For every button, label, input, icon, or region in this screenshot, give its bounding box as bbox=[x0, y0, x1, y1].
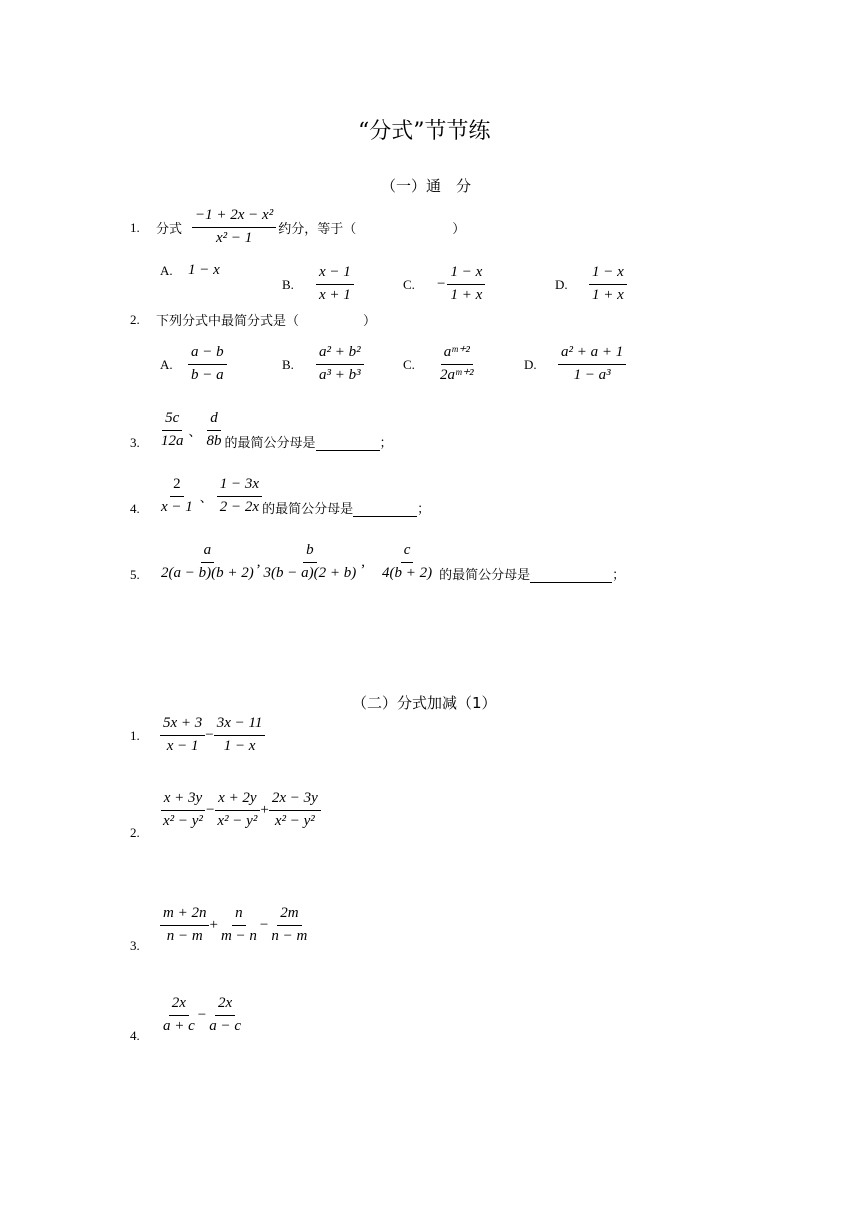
option-label: C. bbox=[403, 276, 415, 292]
fraction bbox=[316, 342, 364, 387]
question-suffix: 的最简公分母是 bbox=[262, 502, 354, 517]
section-heading-1: （一）通 分 bbox=[381, 177, 472, 195]
option-a[interactable] bbox=[160, 342, 227, 387]
minus-sign: − bbox=[437, 276, 446, 292]
numerator: m + 2n bbox=[160, 903, 209, 926]
denominator: b − a bbox=[191, 367, 224, 383]
fraction bbox=[160, 713, 205, 758]
section-heading-2: （二）分式加减（1） bbox=[352, 694, 497, 712]
denominator: a + c bbox=[163, 1018, 195, 1034]
answer-blank[interactable] bbox=[530, 568, 612, 583]
punctuation: ； bbox=[379, 436, 393, 451]
option-label: C. bbox=[403, 356, 415, 372]
denominator: 1 + x bbox=[592, 287, 624, 303]
problem-number: 2. bbox=[130, 825, 140, 840]
denominator: x² − y² bbox=[217, 813, 258, 829]
numerator: d bbox=[207, 408, 221, 431]
separator: , bbox=[256, 554, 261, 570]
numerator: aᵐ⁺² bbox=[441, 342, 473, 365]
denominator: 2(a − b)(b + 2) bbox=[161, 565, 254, 581]
fraction bbox=[217, 474, 262, 519]
fraction bbox=[206, 993, 244, 1038]
fraction bbox=[158, 408, 187, 453]
option-d[interactable] bbox=[555, 262, 627, 307]
fraction bbox=[214, 788, 260, 833]
option-c[interactable] bbox=[403, 262, 485, 307]
question-number: 4. bbox=[130, 501, 140, 516]
problem-3 bbox=[130, 903, 310, 953]
denominator: x² − y² bbox=[274, 813, 315, 829]
question-4 bbox=[130, 474, 430, 519]
denominator: 1 − x bbox=[223, 738, 256, 754]
fraction bbox=[558, 342, 626, 387]
option-b[interactable] bbox=[282, 342, 364, 387]
fraction bbox=[158, 474, 196, 519]
denominator: 8b bbox=[206, 433, 222, 449]
fraction bbox=[447, 262, 485, 307]
numerator: a bbox=[201, 540, 215, 563]
numerator: 2x bbox=[215, 993, 235, 1016]
separator: 、 bbox=[188, 425, 202, 440]
option-label: D. bbox=[524, 356, 537, 372]
separator: , bbox=[361, 554, 365, 570]
numerator: x + 3y bbox=[161, 788, 205, 811]
question-suffix: 的最简公分母是 bbox=[224, 436, 316, 451]
question-number: 3. bbox=[130, 435, 140, 450]
option-d[interactable] bbox=[524, 342, 626, 387]
numerator: 1 − x bbox=[447, 262, 485, 285]
problem-number: 3. bbox=[130, 938, 140, 953]
paren-close: ） bbox=[363, 314, 377, 329]
question-2 bbox=[130, 310, 376, 329]
numerator: a − b bbox=[188, 342, 227, 365]
numerator: 5x + 3 bbox=[160, 713, 205, 736]
fraction bbox=[316, 262, 354, 307]
punctuation: ； bbox=[417, 502, 431, 517]
option-label: D. bbox=[555, 276, 568, 292]
question-text: 下列分式中最简分式是（ bbox=[156, 314, 300, 329]
denominator: 2 − 2x bbox=[219, 499, 260, 515]
numerator: 2m bbox=[277, 903, 301, 926]
paren-close: ） bbox=[452, 222, 466, 237]
fraction bbox=[589, 262, 627, 307]
operator: + bbox=[260, 802, 269, 818]
question-5 bbox=[130, 540, 625, 585]
numerator: 1 − 3x bbox=[217, 474, 262, 497]
fraction bbox=[160, 903, 209, 948]
question-prefix: 分式 bbox=[156, 222, 183, 237]
option-label: B. bbox=[282, 276, 294, 292]
fraction bbox=[160, 993, 198, 1038]
option-c[interactable] bbox=[403, 342, 477, 387]
operator: − bbox=[205, 802, 215, 818]
fraction bbox=[260, 540, 359, 585]
fraction bbox=[269, 788, 321, 833]
numerator: 5c bbox=[162, 408, 182, 431]
problem-number: 1. bbox=[130, 728, 140, 743]
denominator: x − 1 bbox=[161, 499, 193, 515]
denominator: 1 − a³ bbox=[573, 367, 611, 383]
answer-blank[interactable] bbox=[353, 502, 417, 517]
denominator: 4(b + 2) bbox=[381, 565, 433, 581]
numerator: x − 1 bbox=[316, 262, 354, 285]
numerator: 2x − 3y bbox=[269, 788, 321, 811]
problem-2 bbox=[130, 788, 321, 840]
option-expr: 1 − x bbox=[188, 262, 220, 278]
denominator: a − c bbox=[209, 1018, 242, 1034]
fraction bbox=[188, 342, 227, 387]
fraction bbox=[268, 903, 310, 948]
question-suffix: 约分，等于（ bbox=[278, 222, 357, 237]
operator: + bbox=[209, 917, 218, 933]
denominator: x² − 1 bbox=[215, 230, 253, 246]
question-3 bbox=[130, 408, 393, 453]
punctuation: ； bbox=[612, 568, 626, 583]
fraction bbox=[204, 408, 225, 453]
fraction bbox=[218, 903, 260, 948]
fraction bbox=[379, 540, 435, 585]
question-suffix: 的最简公分母是 bbox=[439, 568, 531, 583]
denominator: n − m bbox=[166, 928, 203, 944]
numerator: n bbox=[232, 903, 246, 926]
problem-1 bbox=[130, 713, 265, 758]
option-b[interactable] bbox=[282, 262, 354, 307]
numerator: x + 2y bbox=[215, 788, 259, 811]
question-number: 5. bbox=[130, 567, 140, 582]
question-1 bbox=[130, 205, 465, 250]
numerator: a² + a + 1 bbox=[558, 342, 626, 365]
denominator: x + 1 bbox=[319, 287, 351, 303]
numerator: c bbox=[401, 540, 414, 563]
problem-4 bbox=[130, 993, 244, 1043]
fraction bbox=[160, 788, 206, 833]
operator: − bbox=[205, 727, 214, 743]
page-title: “分式”节节练 bbox=[358, 119, 491, 144]
numerator: 3x − 11 bbox=[214, 713, 266, 736]
numerator: b bbox=[303, 540, 317, 563]
numerator: a² + b² bbox=[316, 342, 364, 365]
option-a[interactable] bbox=[160, 262, 220, 279]
denominator: 2aᵐ⁺² bbox=[440, 367, 474, 383]
option-label: B. bbox=[282, 356, 294, 372]
numerator: 2x bbox=[169, 993, 189, 1016]
operator: − bbox=[259, 917, 269, 933]
question-number: 2. bbox=[130, 311, 140, 327]
separator: 、 bbox=[199, 491, 213, 506]
denominator: 12a bbox=[161, 433, 184, 449]
answer-blank[interactable] bbox=[316, 436, 380, 451]
denominator: m − n bbox=[220, 928, 257, 944]
denominator: x² − y² bbox=[163, 813, 203, 829]
fraction bbox=[192, 205, 276, 250]
fraction bbox=[437, 342, 477, 387]
problem-number: 4. bbox=[130, 1028, 140, 1043]
denominator: 1 + x bbox=[450, 287, 483, 303]
operator: − bbox=[197, 1007, 207, 1023]
denominator: a³ + b³ bbox=[319, 367, 361, 383]
numerator: 2 bbox=[170, 474, 184, 497]
denominator: n − m bbox=[271, 928, 308, 944]
fraction bbox=[158, 540, 257, 585]
option-label: A. bbox=[160, 262, 173, 278]
denominator: x − 1 bbox=[166, 738, 199, 754]
question-number: 1. bbox=[130, 219, 140, 235]
option-label: A. bbox=[160, 356, 173, 372]
fraction bbox=[214, 713, 266, 758]
denominator: 3(b − a)(2 + b) bbox=[263, 565, 357, 581]
numerator: −1 + 2x − x² bbox=[192, 205, 276, 228]
numerator: 1 − x bbox=[589, 262, 627, 285]
